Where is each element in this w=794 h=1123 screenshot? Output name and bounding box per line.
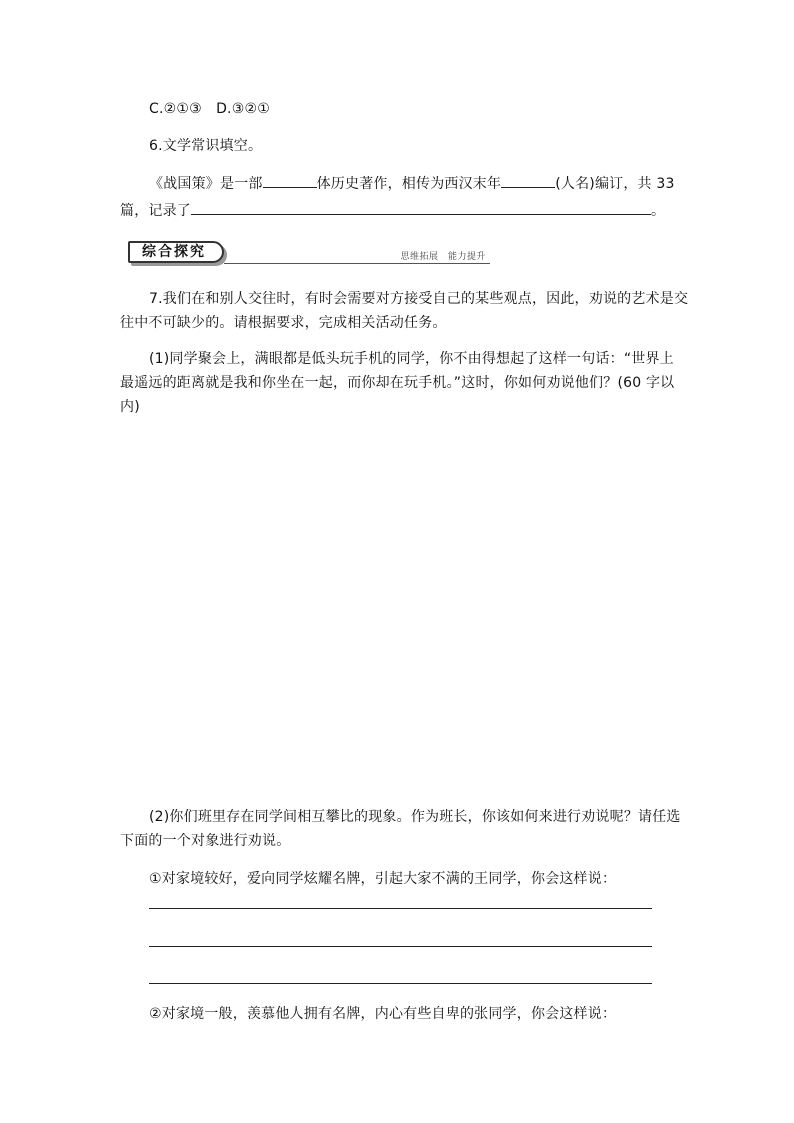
q7-part1-line-3: 内): [120, 399, 140, 415]
q6-text-b: 体历史著作，相传为西汉末年: [316, 176, 502, 192]
answer-line-1[interactable]: [149, 908, 652, 909]
answer-line-2[interactable]: [149, 946, 652, 947]
content-blank[interactable]: [191, 200, 651, 215]
genre-blank[interactable]: [263, 173, 317, 188]
q5-options: C.②①③ D.③②①: [149, 101, 270, 117]
q7-item-1: ①对家境较好，爱向同学炫耀名牌，引起大家不满的王同学，你会这样说：: [149, 871, 617, 887]
section-header: [128, 240, 490, 266]
q6-text-e: 。: [651, 203, 666, 219]
section-subtitle: 思维拓展 能力提升: [400, 252, 486, 262]
q6-line-1: [149, 173, 675, 194]
q6-text-a: 《战国策》是一部: [149, 176, 263, 192]
q7-intro-line-2: 往中不可缺少的。请根据要求，完成相关活动任务。: [120, 315, 447, 331]
q7-part2-line-2: 下面的一个对象进行劝说。: [120, 833, 291, 849]
q7-intro-line-1: 7.我们在和别人交往时，有时会需要对方接受自己的某些观点，因此，劝说的艺术是交: [149, 291, 689, 307]
q6-line-2: [120, 200, 665, 221]
q7-part1-line-1: (1)同学聚会上，满眼都是低头玩手机的同学，你不由得想起了这样一句话：“世界上: [149, 351, 674, 367]
compiler-blank[interactable]: [501, 173, 555, 188]
q7-part1-line-2: 最遥远的距离就是我和你坐在一起，而你却在玩手机。”这时，你如何劝说他们？(60 字以: [120, 375, 675, 391]
q7-part2-line-1: (2)你们班里存在同学间相互攀比的现象。作为班长，你该如何来进行劝说呢？请任选: [149, 809, 681, 825]
section-rule: [224, 263, 490, 264]
answer-line-3[interactable]: [149, 983, 652, 984]
q6-text-c: (人名)编订，共 33: [555, 176, 675, 192]
section-badge: 综合探究: [128, 241, 224, 263]
q7-item-2: ②对家境一般，羡慕他人拥有名牌，内心有些自卑的张同学，你会这样说：: [149, 1006, 617, 1022]
q6-title: 6.文学常识填空。: [149, 138, 263, 154]
q6-text-d: 篇，记录了: [120, 203, 191, 219]
